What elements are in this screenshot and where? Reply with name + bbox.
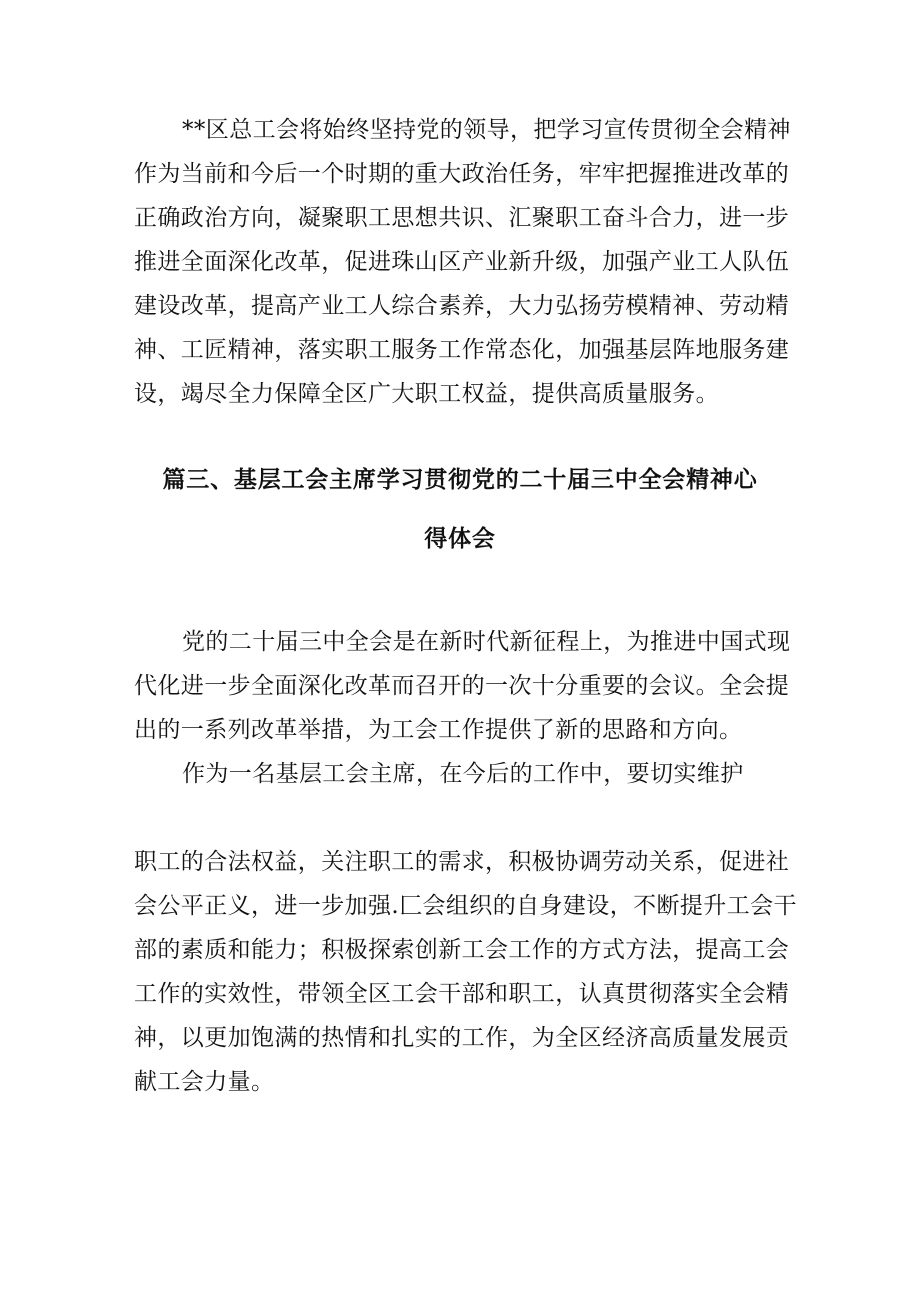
paragraph-line: 建设改革，提高产业工人综合素养，大力弘扬劳模精神、劳动精 xyxy=(134,293,790,319)
paragraph-line: 作为一名基层工会主席，在今后的工作中，要切实维护 xyxy=(182,761,744,787)
paragraph-line: 设，竭尽全力保障全区广大职工权益，提供高质量服务。 xyxy=(134,381,719,407)
paragraph-line: 会公平正义，进一步加强.匚会组织的自身建设，不断提升工会干 xyxy=(134,893,797,919)
paragraph-line: **区总工会将始终坚持党的领导，把学习宣传贯彻全会精神 xyxy=(182,117,791,143)
section-heading-line-1: 篇三、基层工会主席学习贯彻党的二十届三中全会精神心 xyxy=(162,467,758,493)
paragraph-line: 出的一系列改革举措，为工会工作提供了新的思路和方向。 xyxy=(134,717,743,743)
paragraph-line: 正确政治方向，凝聚职工思想共识、汇聚职工奋斗合力，进一步 xyxy=(134,205,790,231)
paragraph-line: 代化进一步全面深化改革而召开的一次十分重要的会议。全会提 xyxy=(134,673,790,699)
section-heading-line-2: 得体会 xyxy=(424,526,496,552)
paragraph-line: 作为当前和今后一个时期的重大政治任务，牢牢把握推进改革的 xyxy=(134,161,790,187)
paragraph-line: 献工会力量。 xyxy=(134,1069,275,1095)
paragraph-line: 职工的合法权益，关注职工的需求，积极协调劳动关系，促进社 xyxy=(134,849,790,875)
paragraph-line: 党的二十届三中全会是在新时代新征程上，为推进中国式现 xyxy=(182,629,791,655)
paragraph-line: 神，以更加饱满的热情和扎实的工作，为全区经济高质量发展贡 xyxy=(134,1025,790,1051)
paragraph-line: 推进全面深化改革，促进珠山区产业新升级，加强产业工人队伍 xyxy=(134,249,790,275)
paragraph-line: 神、工匠精神，落实职工服务工作常态化，加强基层阵地服务建 xyxy=(134,337,790,363)
paragraph-line: 工作的实效性，带领全区工会干部和职工，认真贯彻落实全会精 xyxy=(134,981,790,1007)
paragraph-line: 部的素质和能力；积极探索创新工会工作的方式方法，提高工会 xyxy=(134,937,790,963)
